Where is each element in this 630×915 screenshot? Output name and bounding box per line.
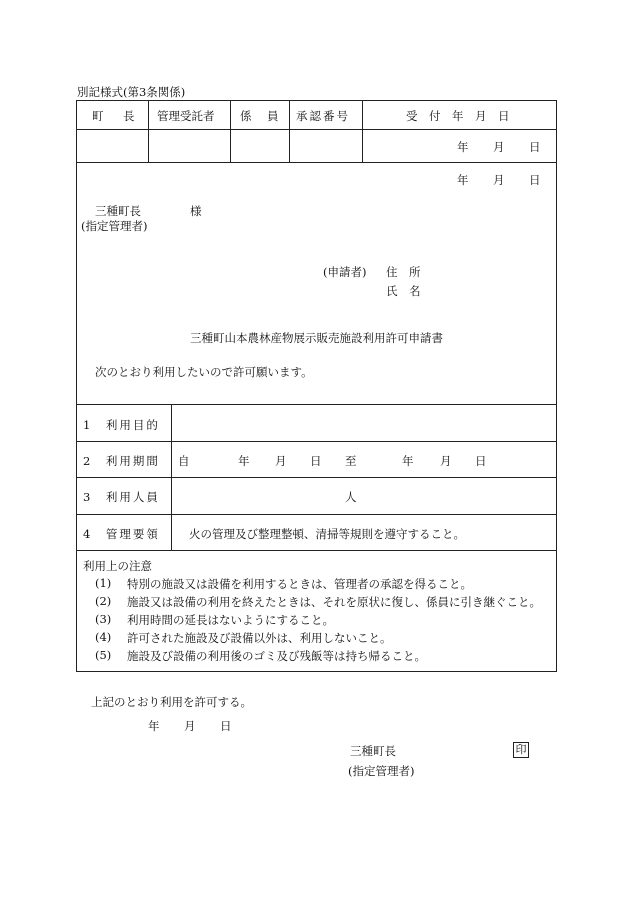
applicant-name-label: 氏 名	[386, 284, 421, 298]
header-staff: 係 員	[240, 109, 281, 123]
item-period-day2: 日	[475, 454, 487, 468]
approval-year: 年	[457, 140, 469, 154]
item-period-year: 年	[238, 454, 250, 468]
note-3-text: 利用時間の延長はないようにすること。	[127, 613, 334, 627]
header-manager-receiver: 管理受託者	[157, 109, 215, 123]
item-purpose-label: 1 利用目的	[83, 418, 160, 432]
request-text: 次のとおり利用したいので許可願います。	[95, 365, 313, 379]
item-period-month2: 月	[440, 454, 452, 468]
form-label: 別記様式(第3条関係)	[77, 85, 186, 99]
permission-text: 上記のとおり利用を許可する。	[91, 695, 252, 709]
note-1-text: 特別の施設又は設備を利用するときは、管理者の承認を得ること。	[127, 577, 472, 591]
permission-month: 月	[184, 719, 196, 733]
application-month: 月	[493, 173, 505, 187]
seal-mark: 印	[513, 742, 529, 758]
addressee-title: 三種町長	[95, 204, 141, 218]
note-3-num: (3)	[95, 612, 112, 626]
item-period-from: 自	[178, 454, 190, 468]
item-period-label: 2 利用期間	[83, 454, 160, 468]
addressee-manager: (指定管理者)	[81, 219, 148, 233]
application-day: 日	[529, 173, 541, 187]
note-1-num: (1)	[95, 576, 112, 590]
item-people-label: 3 利用人員	[83, 490, 160, 504]
applicant-label: (申請者)	[323, 265, 367, 279]
form-title: 三種町山本農林産物展示販売施設利用許可申請書	[190, 331, 443, 345]
note-2-num: (2)	[95, 594, 112, 608]
signatory-title: 三種町長	[350, 744, 396, 758]
addressee-honorific: 様	[190, 204, 202, 218]
item-period-day: 日	[310, 454, 322, 468]
item-period-to: 至	[345, 454, 357, 468]
item-period-month: 月	[275, 454, 287, 468]
header-received-date: 受 付 年 月 日	[406, 109, 510, 123]
note-5-num: (5)	[95, 648, 112, 662]
item-rules-label: 4 管理要領	[83, 527, 160, 541]
item-period-year2: 年	[402, 454, 414, 468]
permission-day: 日	[220, 719, 232, 733]
header-approval-number: 承認番号	[296, 109, 350, 123]
approval-day: 日	[529, 140, 541, 154]
approval-month: 月	[493, 140, 505, 154]
signatory-manager: (指定管理者)	[348, 764, 415, 778]
item-rules-text: 火の管理及び整理整頓、清掃等規則を遵守すること。	[189, 527, 465, 541]
note-4-text: 許可された施設及び設備以外は、利用しないこと。	[127, 631, 392, 645]
permission-year: 年	[148, 719, 160, 733]
applicant-address-label: 住 所	[386, 265, 421, 279]
note-2-text: 施設又は設備の利用を終えたときは、それを原状に復し、係員に引き継ぐこと。	[127, 595, 541, 609]
notes-heading: 利用上の注意	[83, 559, 152, 573]
note-4-num: (4)	[95, 630, 112, 644]
note-5-text: 施設及び設備の利用後のゴミ及び残飯等は持ち帰ること。	[127, 649, 426, 663]
header-mayor: 町 長	[92, 109, 139, 123]
application-year: 年	[457, 173, 469, 187]
item-people-unit: 人	[345, 490, 357, 504]
